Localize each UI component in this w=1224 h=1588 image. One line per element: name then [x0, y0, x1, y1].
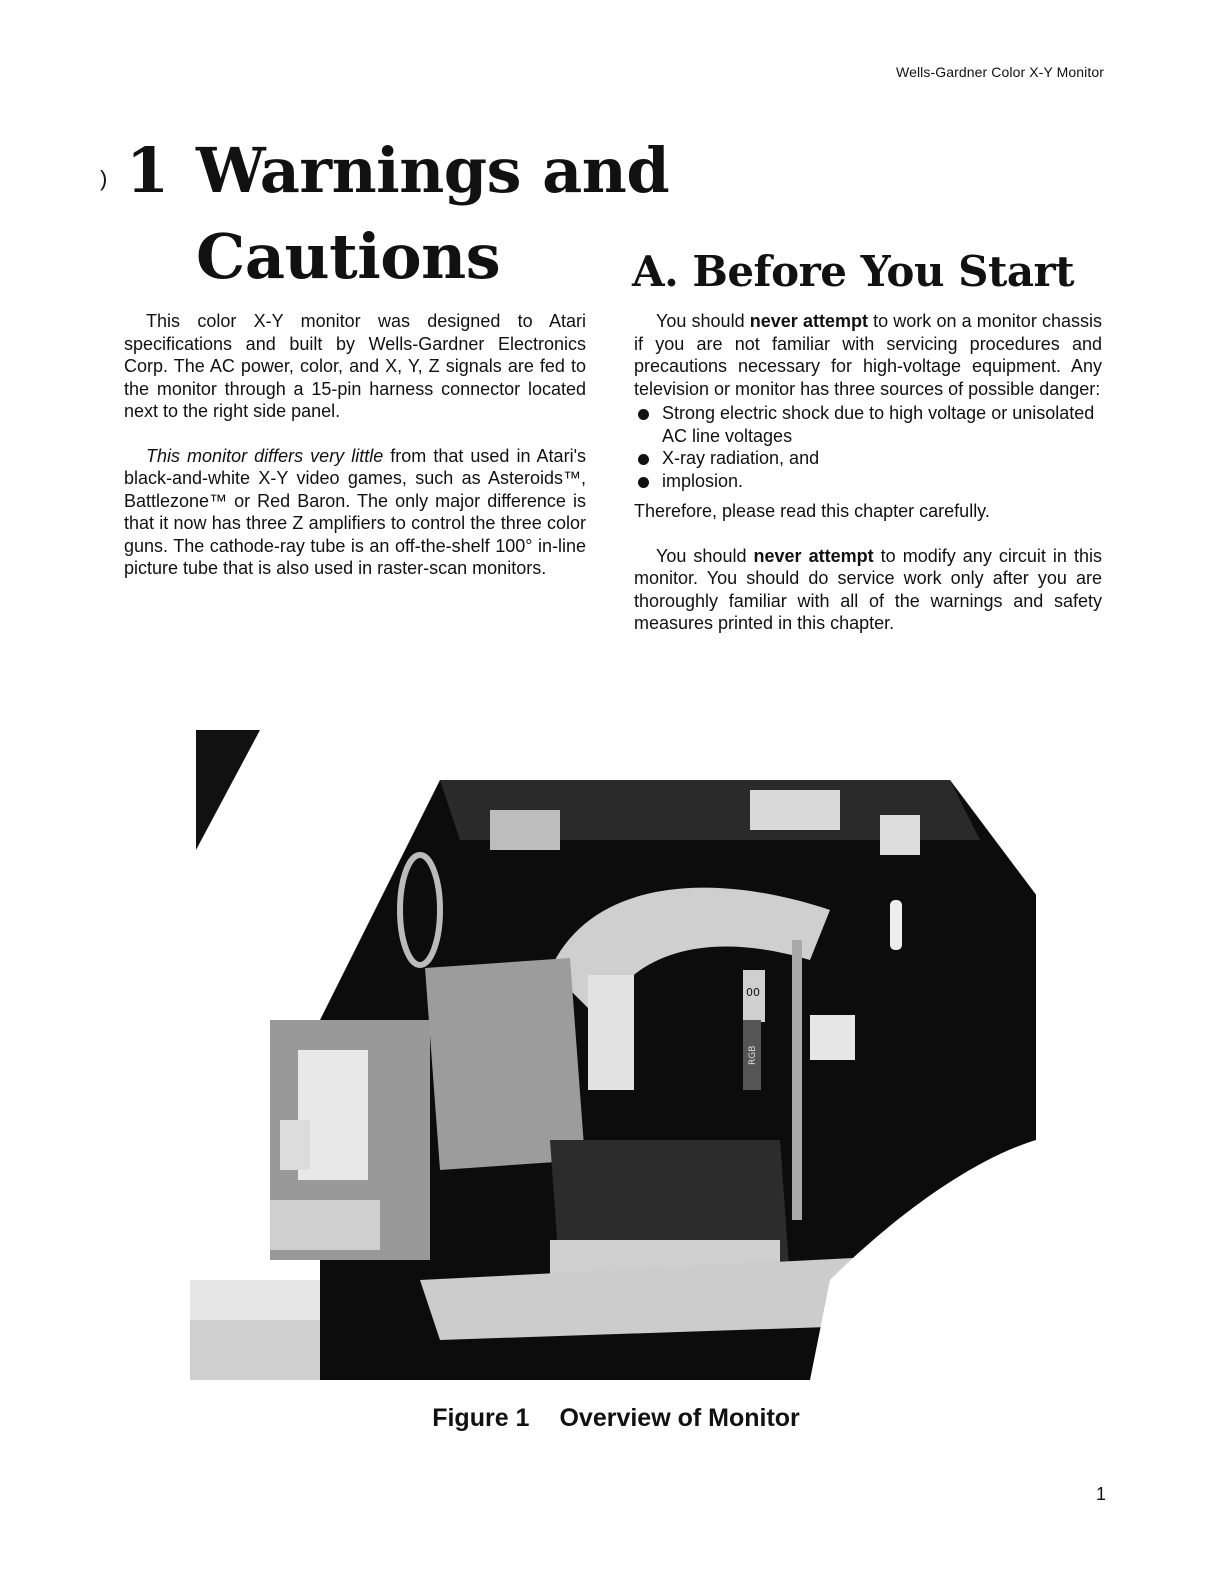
- modify-paragraph: [634, 545, 1102, 635]
- running-head: Wells-Gardner Color X-Y Monitor: [896, 64, 1104, 80]
- danger-list: [634, 402, 1102, 492]
- right-column: [634, 310, 1102, 635]
- warning-paragraph: [634, 310, 1102, 400]
- figure-label: Figure 1: [432, 1404, 530, 1432]
- list-item: implosion.: [634, 470, 1102, 493]
- warning-pre: You should: [656, 311, 750, 331]
- difference-paragraph: [124, 445, 586, 580]
- modify-post: to modify any circuit in this monitor. You should do service work only after you are thoroughly familiar with all of the warnings and safety measures printed in this chapter.: [634, 545, 1102, 633]
- difference-text: from that used in Atari's black-and-white X-Y video games, such as Asteroids™, Battlezone™ or Red Baron. The only major difference is that it now has three Z amplifiers to control the three color guns. The cathode-ray tube is an off-the-shelf 100° in-line picture tube that is also used in raster-scan monitors.: [124, 445, 587, 578]
- chapter-title-line1: Warnings and: [196, 134, 670, 207]
- figure-title: Overview of Monitor: [559, 1404, 800, 1432]
- chapter-title-line2: Cautions: [196, 220, 501, 293]
- left-column: [124, 310, 586, 580]
- warning-post: to work on a monitor chassis if you are not familiar with servicing procedures and precautions necessary for high-voltage equipment. Any television or monitor has three sources of possible danger:: [634, 311, 1102, 399]
- photo-label-1: 00: [746, 986, 760, 999]
- section-title: A. Before You Start: [632, 247, 1075, 296]
- list-item: X-ray radiation, and: [634, 447, 1102, 470]
- stray-mark: ): [100, 166, 108, 191]
- modify-pre: You should: [656, 545, 754, 566]
- list-item: Strong electric shock due to high voltage or unisolated AC line voltages: [634, 402, 1102, 447]
- photo-label-2: RGB: [748, 1045, 758, 1065]
- intro-paragraph: This color X-Y monitor was designed to Atari specifications and built by Wells-Gardner Electronics Corp. The AC power, color, and X, Y, Z signals are fed to the monitor through a 15-pin harness connector located next to the right side panel.: [124, 311, 586, 421]
- difference-italic: This monitor differs very little: [146, 445, 384, 466]
- page-number: 1: [1095, 1484, 1106, 1504]
- figure-caption: [0, 1404, 1224, 1433]
- chapter-number: 1: [126, 134, 169, 207]
- modify-emphasis: never attempt: [753, 545, 874, 566]
- therefore-line: Therefore, please read this chapter carefully.: [634, 501, 990, 521]
- monitor-photo: [190, 720, 1036, 1380]
- warning-emphasis: never attempt: [749, 311, 868, 331]
